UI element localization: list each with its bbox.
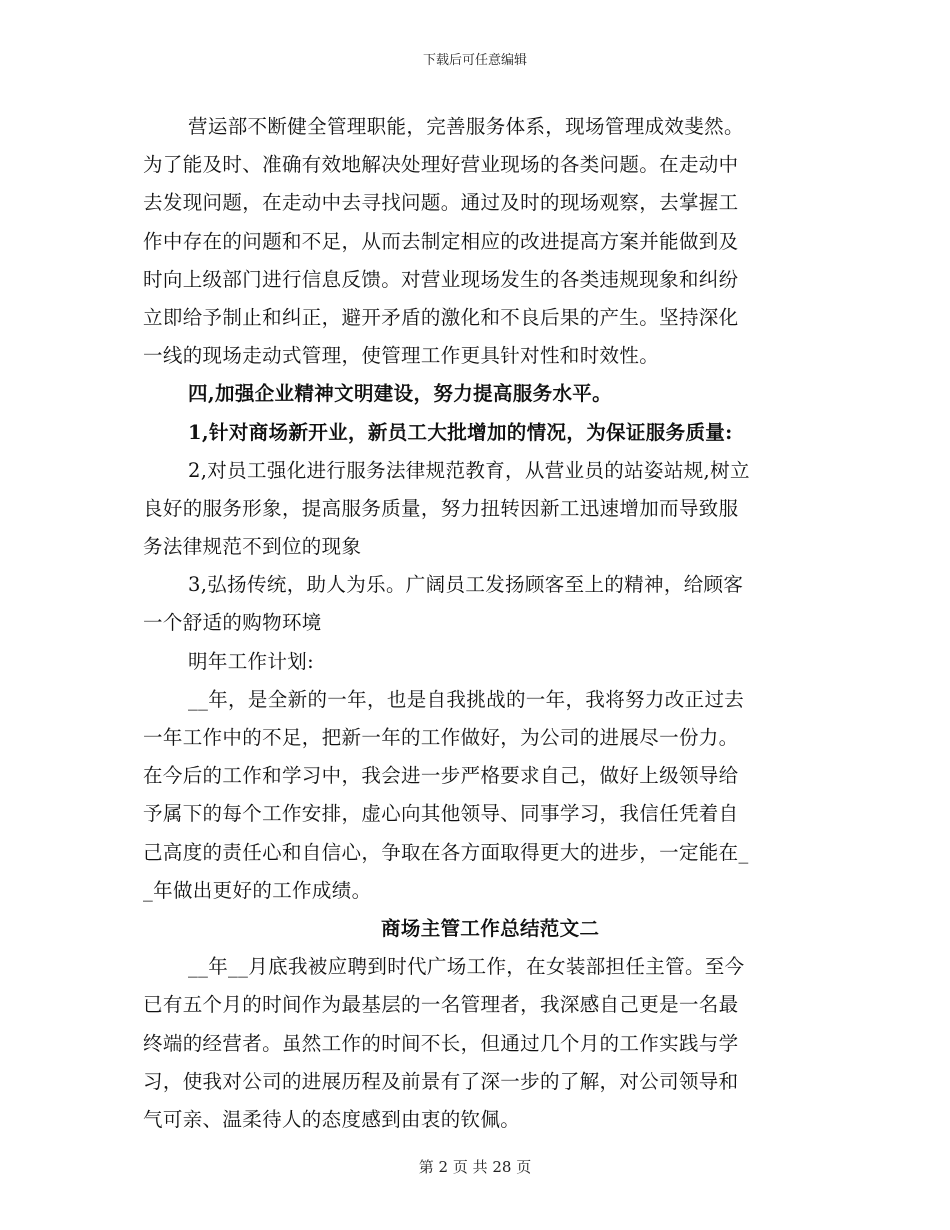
- section-title: 商场主管工作总结范文二: [381, 916, 600, 940]
- paragraph-line: 气可亲、温柔待人的态度感到由衷的钦佩。: [143, 1107, 521, 1131]
- paragraph-line: 一个舒适的购物环境: [143, 611, 322, 635]
- paragraph-line: 一年工作中的不足，把新一年的工作做好，为公司的进展尽一份力。: [143, 726, 739, 749]
- paragraph-line: __年__月底我被应聘到时代广场工作，在女装部担任主管。至今: [188, 955, 745, 979]
- subsection-heading: 1,针对商场新开业，新员工大批增加的情况，为保证服务质量:: [188, 420, 733, 444]
- paragraph-line: 立即给予制止和纠正，避开矛盾的激化和不良后果的产生。坚持深化: [143, 305, 739, 329]
- paragraph-line: 一线的现场走动式管理，使管理工作更具针对性和时效性。: [143, 344, 660, 368]
- page-number: 第 2 页 共 28 页: [418, 1158, 532, 1176]
- page-header-note: 下载后可任意编辑: [422, 53, 527, 68]
- paragraph-line: __年，是全新的一年，也是自我挑战的一年，我将努力改正过去: [188, 687, 745, 711]
- paragraph-line: 去发现问题，在走动中去寻找问题。通过及时的现场观察，去掌握工: [143, 191, 739, 215]
- paragraph-line: 已有五个月的时间作为最基层的一名管理者，我深感自己更是一名最: [143, 993, 739, 1017]
- section-heading: 四,加强企业精神文明建设，努力提高服务水平。: [188, 382, 612, 406]
- paragraph-line: 为了能及时、准确有效地解决处理好营业现场的各类问题。在走动中: [143, 153, 739, 177]
- paragraph-line: 良好的服务形象，提高服务质量，努力扭转因新工迅速增加而导致服: [143, 496, 739, 520]
- paragraph-line: 作中存在的问题和不足，从而去制定相应的改进提高方案并能做到及: [143, 229, 739, 253]
- paragraph-line: 3,弘扬传统，助人为乐。广阔员工发扬顾客至上的精神，给顾客: [188, 573, 744, 597]
- paragraph-line: 在今后的工作和学习中，我会进一步严格要求自己，做好上级领导给: [143, 764, 739, 788]
- paragraph-line: 终端的经营者。虽然工作的时间不长，但通过几个月的工作实践与学: [143, 1031, 739, 1055]
- paragraph-line: 2,对员工强化进行服务法律规范教育，从营业员的站姿站规,树立: [188, 458, 750, 482]
- paragraph-line: 营运部不断健全管理职能，完善服务体系，现场管理成效斐然。: [188, 115, 744, 138]
- paragraph-line: 习，使我对公司的进展历程及前景有了深一步的了解，对公司领导和: [143, 1069, 739, 1093]
- paragraph-line: 己高度的责任心和自信心，争取在各方面取得更大的进步，一定能在_: [143, 840, 749, 864]
- paragraph-line: _年做出更好的工作成绩。: [143, 878, 372, 902]
- paragraph-line: 务法律规范不到位的现象: [143, 535, 362, 559]
- paragraph-line: 予属下的每个工作安排，虚心向其他领导、同事学习，我信任凭着自: [143, 802, 739, 826]
- paragraph-line: 时向上级部门进行信息反馈。对营业现场发生的各类违规现象和纠纷: [143, 267, 739, 291]
- plan-heading: 明年工作计划:: [188, 649, 315, 673]
- document-body: [143, 108, 813, 1139]
